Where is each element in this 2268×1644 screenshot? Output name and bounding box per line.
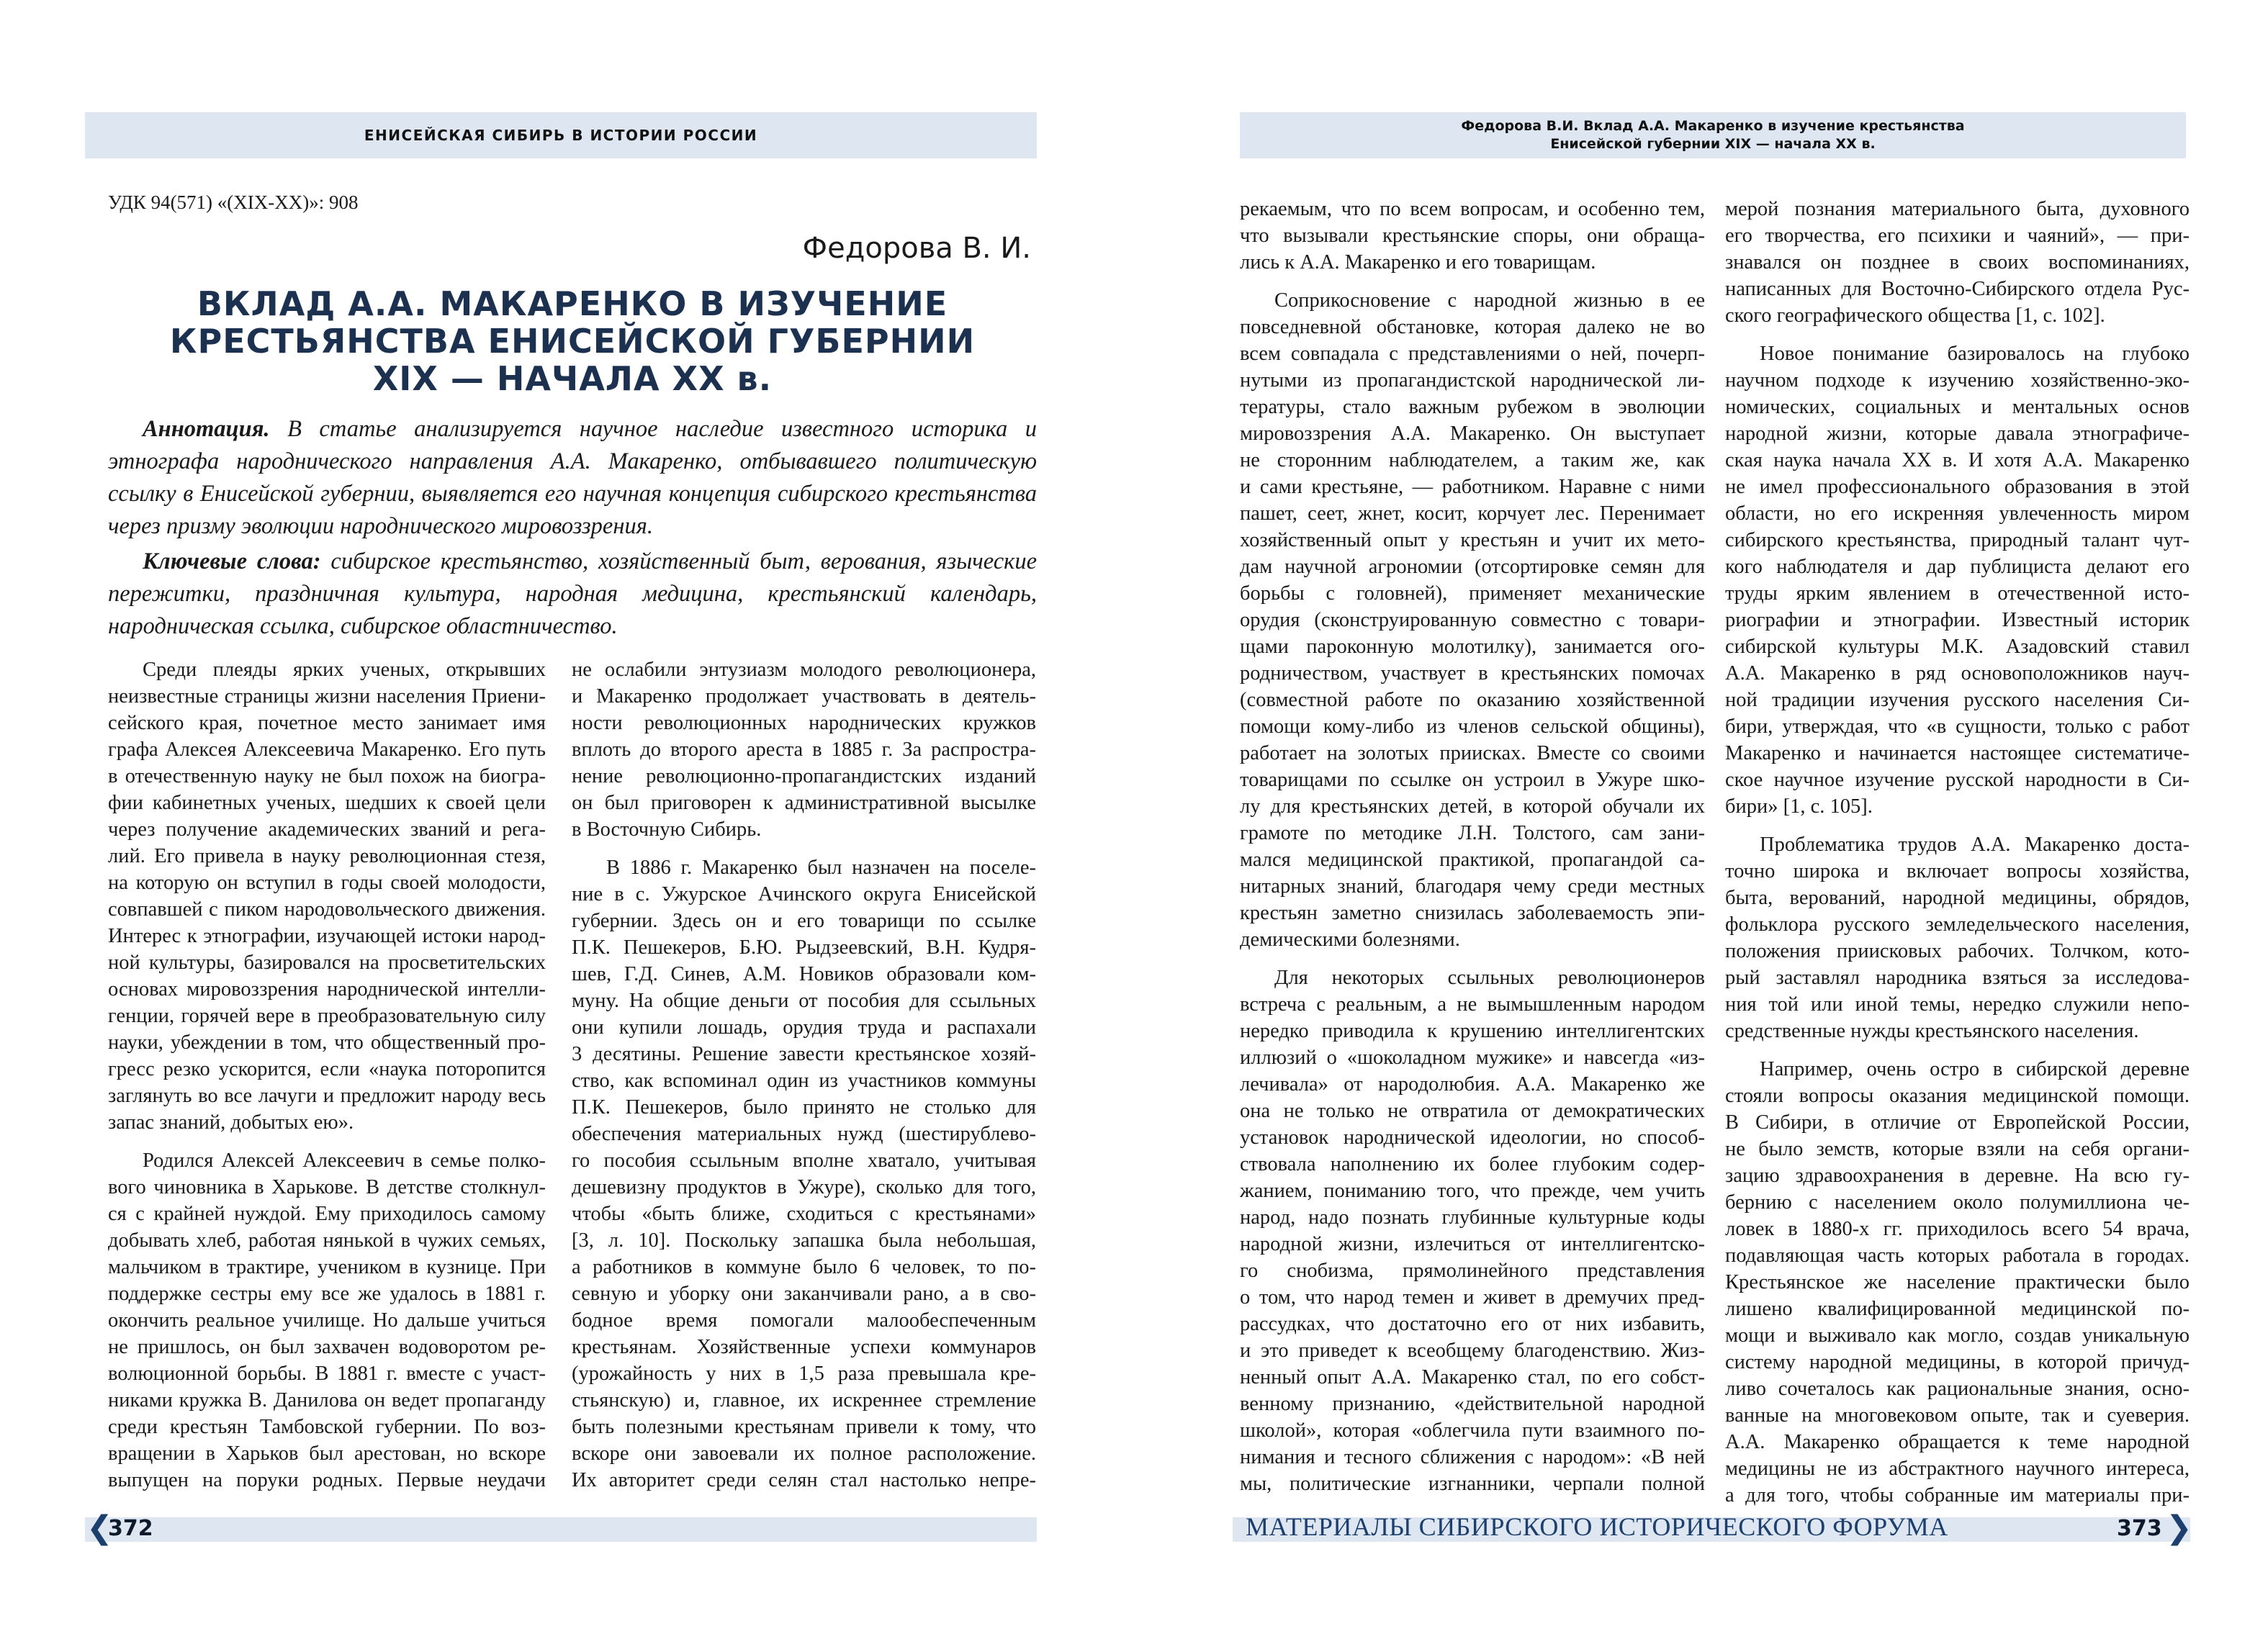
text-line: не пришлось, он был захвачен водоворотом ре-: [108, 1336, 546, 1358]
text-line: графа Алексея Алексеевича Макаренко. Его путь: [108, 739, 546, 761]
text-line: А.А. Макаренко в ряд основоположников науч-: [1725, 662, 2190, 685]
text-line: области, но его искренняя увлеченность миром: [1725, 502, 2190, 525]
text-line: демическими болезнями.: [1240, 929, 1460, 951]
text-line: ливо сочеталось как рациональные знания, осно-: [1725, 1378, 2190, 1400]
text-line: мался медицинской практикой, пропагандой са-: [1240, 849, 1705, 871]
keywords-label: Ключевые слова:: [143, 548, 321, 574]
text-line: шев, Г.Д. Синев, А.М. Новиков образовали ком-: [572, 963, 1036, 985]
text-line: стьянскую) и, главное, их искреннее стремление: [572, 1389, 1036, 1412]
text-line: вплоть до второго ареста в 1885 г. За распростра-: [572, 739, 1036, 761]
text-line: Родился Алексей Алексеевич в семье полко-: [143, 1150, 546, 1172]
text-line: [3, л. 10]. Поскольку запашка была небольшая,: [572, 1229, 1036, 1252]
text-line: обеспечения материальных нужд (шестирублево-: [572, 1123, 1036, 1145]
text-line: венному признанию, «действительной народной: [1240, 1393, 1705, 1415]
text-line: народной жизни, излечиться от интеллигентско-: [1240, 1233, 1705, 1255]
text-line: бодное время помогали малообеспеченным: [572, 1309, 1036, 1332]
text-line: что вызывали крестьянские споры, они обраща-: [1240, 225, 1705, 247]
text-line: работает на золотых приисках. Вместе со своими: [1240, 742, 1705, 764]
text-line: в Восточную Сибирь.: [572, 818, 762, 841]
text-line: труды ярким явлением в отечественной исто-: [1725, 582, 2190, 605]
text-line: П.К. Пешекеров, Б.Ю. Рыдзеевский, В.Н. Кудря-: [572, 936, 1036, 959]
text-line: ной культуры, базировался на просветительских: [108, 952, 546, 974]
text-line: ности революционных народнических кружков: [572, 712, 1036, 734]
text-line: помощи кому-либо из членов сельской общины),: [1240, 715, 1705, 738]
keywords: [108, 546, 1037, 643]
title-line: ВКЛАД А.А. МАКАРЕНКО В ИЗУЧЕНИЕ: [197, 284, 948, 323]
text-line: мощи и выживало как могло, создав уникальную: [1725, 1324, 2190, 1347]
text-line: ская наука начала XX в. И хотя А.А. Макаренко: [1725, 449, 2190, 471]
text-line: В Сибири, в отличие от Европейской России,: [1725, 1111, 2190, 1134]
text-line: лечивала» от народолюбия. А.А. Макаренко же: [1240, 1073, 1705, 1096]
text-line: щами пароконную молотилку), занимается ого-: [1240, 636, 1705, 658]
text-line: лий. Его привела в науку революционная стезя,: [108, 845, 546, 867]
text-line: А.А. Макаренко обращается к теме народной: [1725, 1431, 2190, 1453]
text-line: неизвестные страницы жизни населения Приени-: [108, 685, 546, 708]
text-line: не имел профессионального образования в этой: [1725, 476, 2190, 498]
text-line: ствовала наполнению их более глубоким содер-: [1240, 1153, 1705, 1175]
text-line: а для того, чтобы собранные им материалы при-: [1725, 1484, 2190, 1507]
text-line: Соприкосновение с народной жизнью в ее: [1274, 289, 1705, 312]
text-line: систему народной медицины, в которой причуд-: [1725, 1351, 2190, 1373]
text-line: повседневной обстановке, которая далеко не во: [1240, 316, 1705, 338]
text-line: волюционной борьбы. В 1881 г. вместе с участ-: [108, 1363, 546, 1385]
text-line: дешевизну продуктов в Ужуре), сколько для того,: [572, 1176, 1036, 1198]
text-line: не было земств, которые взяли на себя органи-: [1725, 1138, 2190, 1160]
text-line: (совместной работе по оказанию хозяйственной: [1240, 689, 1705, 711]
abstract-text: В статье анализируется научное наследие известного историка и этнографа народнического направления А.А. Макаренко, отбывавшего политическую ссылку в Енисейской губернии, выявляется его научная концепция сибирского крестьянства через призму эволюции народнического мировоззрения.: [108, 416, 1037, 539]
text-line: Новое понимание базировалось на глубоко: [1760, 343, 2190, 365]
text-line: средственные нужды крестьянского населения.: [1725, 1020, 2139, 1042]
text-line: не сторонним наблюдателем, а таким же, как: [1240, 449, 1705, 471]
text-line: Для некоторых ссыльных революционеров: [1274, 967, 1705, 989]
text-line: заглянуть во все лачуги и предложит народу весь: [108, 1085, 546, 1107]
running-header-left: [85, 112, 1037, 158]
text-line: бири, утверждая, что «в сущности, только с работ: [1725, 715, 2190, 738]
text-line: не ослабили энтузиазм молодого революционера,: [572, 659, 1036, 681]
running-header-right-line2: Енисейской губернии XIX — начала XX в.: [1550, 136, 1876, 152]
text-line: фольклора русского земледельческого населения,: [1725, 913, 2190, 936]
text-line: встреча с реальным, а не вымышленным народом: [1240, 993, 1705, 1016]
abstract-label: Аннотация.: [143, 416, 270, 442]
title-line: XIX — НАЧАЛА XX в.: [372, 359, 773, 398]
text-line: ского географического общества [1, с. 102].: [1725, 304, 2105, 327]
article-title: [108, 285, 1037, 397]
text-line: крестьянам. Хозяйственные успехи коммунаров: [572, 1336, 1036, 1358]
text-line: на которую он вступил в годы своей молодости,: [108, 872, 546, 894]
text-line: вого чиновника в Харькове. В детстве столкнул-: [108, 1176, 546, 1198]
text-line: ся с крайней нуждой. Ему приходилось самому: [108, 1203, 546, 1225]
text-line: генции, горячей вере в преобразовательную силу: [108, 1005, 546, 1027]
page-number-right: 373: [2117, 1516, 2162, 1541]
running-header-right-line1: Федорова В.И. Вклад А.А. Макаренко в изучение крестьянства: [1461, 118, 1965, 134]
text-line: нимания и тесного сближения с народом»: «В ней: [1240, 1446, 1705, 1468]
text-line: хозяйственный опыт у крестьян и учит их мето-: [1240, 529, 1705, 551]
text-line: стояли вопросы оказания медицинской помощи.: [1725, 1085, 2190, 1107]
text-line: мальчиком в трактире, учеником в кузнице. При: [108, 1256, 546, 1278]
text-line: окончить реальное училище. Но дальше учиться: [108, 1309, 546, 1332]
body-column-2: [572, 656, 1036, 1494]
text-line: в отечественную науку не был похож на биогра-: [108, 765, 546, 787]
text-line: муну. На общие деньги от пособия для ссыльных: [572, 990, 1036, 1012]
text-line: а работников в коммуне было 6 человек, то по-: [572, 1256, 1036, 1278]
title-line: КРЕСТЬЯНСТВА ЕНИСЕЙСКОЙ ГУБЕРНИИ: [169, 322, 976, 361]
udk-code: УДК 94(571) «(XIX-XX)»: 908: [108, 191, 359, 213]
text-line: севную и уборку они заканчивали рано, а в сво-: [572, 1283, 1036, 1305]
text-line: Крестьянское же население практически было: [1725, 1271, 2190, 1293]
text-line: 3 десятины. Решение завести крестьянское хозяй-: [572, 1043, 1036, 1065]
text-line: никами кружка В. Данилова он ведет пропаганду: [108, 1389, 546, 1412]
running-header-left-text: ЕНИСЕЙСКАЯ СИБИРЬ В ИСТОРИИ РОССИИ: [364, 127, 758, 144]
body-column-1: [108, 656, 546, 1494]
text-line: научном подходе к изучению хозяйственно-эко-: [1725, 369, 2190, 392]
text-line: крестьян заметно снизилась заболеваемость эпи-: [1240, 902, 1705, 924]
text-line: его творчества, его психики и чаяний», — при-: [1725, 225, 2190, 247]
text-line: медицины не из абстрактного научного интереса,: [1725, 1458, 2190, 1480]
text-line: иллюзий о «шоколадном мужике» и навсегда «из-: [1240, 1047, 1705, 1069]
page-number-left: 372: [108, 1516, 153, 1541]
text-line: подавляющая часть которых работала в городах.: [1725, 1245, 2190, 1267]
text-line: бернию с населением около полумиллиона че-: [1725, 1191, 2190, 1214]
text-line: кого наблюдателя и дар публициста делают его: [1725, 556, 2190, 578]
footer-band-left: [85, 1517, 1037, 1542]
text-line: нутыми из пропагандистской народнической ли-: [1240, 369, 1705, 392]
text-line: риографии и этнографии. Известный историк: [1725, 609, 2190, 631]
text-line: ния той или иной темы, нередко служили непо-: [1725, 993, 2190, 1016]
text-line: тературы, стало важным рубежом в эволюции: [1240, 396, 1705, 418]
text-line: совпавшей с пиком народовольческого движения.: [108, 898, 546, 921]
text-line: мы, политические изгнанники, черпали полной: [1240, 1473, 1705, 1495]
text-line: ненный опыт А.А. Макаренко стал, по его собст-: [1240, 1366, 1705, 1388]
text-line: го снобизма, прямолинейного представления: [1240, 1260, 1705, 1282]
text-line: губернии. Здесь он и его товарищи по ссылке: [572, 910, 1036, 932]
text-line: вращении в Харьков был арестован, но вскоре: [108, 1442, 546, 1465]
text-line: рый заставлял народника взяться за исследова-: [1725, 967, 2190, 989]
text-line: Их авторитет среди селян стал настолько непре-: [572, 1469, 1036, 1491]
text-line: она не только не отвратила от демократических: [1240, 1100, 1705, 1122]
text-line: всем совпадала с представлениями о ней, почерп-: [1240, 343, 1705, 365]
text-line: мировоззрения А.А. Макаренко. Он выступает: [1240, 423, 1705, 445]
text-line: народной жизни, которые давала этнографиче-: [1725, 423, 2190, 445]
text-line: Проблематика трудов А.А. Макаренко доста-: [1760, 834, 2190, 856]
text-line: нередко приводила к крушению интеллигентских: [1240, 1020, 1705, 1042]
text-line: бири» [1, с. 105].: [1725, 795, 1873, 818]
text-line: быта, верований, народной медицины, обрядов,: [1725, 887, 2190, 909]
text-line: родничеством, участвует в крестьянских помочах: [1240, 662, 1705, 685]
text-line: и Макаренко продолжает участвовать в деятель-: [572, 685, 1036, 708]
text-line: лишено квалифицированной медицинской по-: [1725, 1298, 2190, 1320]
text-line: запас знаний, добытых ею».: [108, 1111, 354, 1134]
text-line: чтобы «быть ближе, сходиться с крестьянами»: [572, 1203, 1036, 1225]
text-line: го пособия ссыльным вполне хватало, учитывая: [572, 1150, 1036, 1172]
text-line: вскоре они завоевали их полное расположение.: [572, 1442, 1036, 1465]
text-line: ной традиции изучения русского населения Си-: [1725, 689, 2190, 711]
text-line: среди крестьян Тамбовской губернии. По воз-: [108, 1416, 546, 1438]
running-header-right: [1240, 112, 2186, 158]
text-line: народ, надо познать глубинные культурные коды: [1240, 1206, 1705, 1229]
text-line: науки, убеждении в том, что общественный про-: [108, 1031, 546, 1054]
text-line: Среди плеяды ярких ученых, открывших: [143, 659, 546, 681]
text-line: о том, что народ темен и живет в дремучих пред-: [1240, 1286, 1705, 1309]
text-line: жанием, пониманию того, что прежде, чем учить: [1240, 1180, 1705, 1202]
text-line: ское научное изучение русской народности в Си-: [1725, 769, 2190, 791]
text-line: поддержке сестры ему все же удалось в 1881 г.: [108, 1283, 546, 1305]
text-line: нитарных знаний, благодаря чему среди местных: [1240, 875, 1705, 898]
text-line: фии кабинетных ученых, шедших к своей цели: [108, 792, 546, 814]
text-line: грамоте по методике Л.Н. Толстого, сам зани-: [1240, 822, 1705, 844]
text-line: Например, очень остро в сибирской деревне: [1760, 1058, 2190, 1080]
text-line: борьбы с головней), применяет механические: [1240, 582, 1705, 605]
text-line: установок народнической идеологии, но способ-: [1240, 1126, 1705, 1149]
text-line: орудия (сконструированную совместно с товари-: [1240, 609, 1705, 631]
body-column-4: [1725, 196, 2190, 1509]
text-line: товарищами по ссылке он устроил в Ужуре шко-: [1240, 769, 1705, 791]
text-line: рассудках, что достаточно его от них избавить,: [1240, 1313, 1705, 1335]
text-line: зацию здравоохранения в деревне. На всю гу-: [1725, 1165, 2190, 1187]
text-line: знавался он позднее в своих воспоминаниях,: [1725, 251, 2190, 274]
text-line: ство, как вспоминал один из участников коммуны: [572, 1070, 1036, 1092]
keywords-text: сибирское крестьянство, хозяйственный быт, верования, языческие пережитки, праздничная культура, народная медицина, крестьянский календарь, народническая ссылка, сибирское областничество.: [108, 548, 1038, 639]
text-line: рекаемым, что по всем вопросам, и особенно тем,: [1240, 198, 1705, 220]
chevron-right-icon: ❯: [2166, 1509, 2192, 1546]
text-line: основах мировоззрения народнической интелли-: [108, 978, 546, 1001]
text-line: (урожайность у них в 1,5 раза превышала кре-: [572, 1363, 1036, 1385]
text-line: мерой познания материального быта, духовного: [1725, 198, 2190, 220]
text-line: Макаренко и начинается настоящее систематиче-: [1725, 742, 2190, 764]
text-line: точно широка и включает вопросы хозяйства,: [1725, 860, 2190, 882]
text-line: быть полезными крестьянам привели к тому, что: [572, 1416, 1036, 1438]
text-line: ванные на многовековом опыте, так и суеверия.: [1725, 1404, 2190, 1427]
text-line: пашет, сеет, жнет, косит, корчует лес. Перенимает: [1240, 502, 1705, 525]
text-line: написанных для Восточно-Сибирского отдела Рус-: [1725, 278, 2190, 300]
text-line: сибирской культуры М.К. Азадовский ставил: [1725, 636, 2190, 658]
chevron-left-icon: ❮: [86, 1509, 113, 1546]
text-line: школой», которая «облегчила пути взаимного по-: [1240, 1419, 1705, 1442]
abstract: [108, 413, 1037, 543]
text-line: сибирского крестьянства, природный талант чут-: [1725, 529, 2190, 551]
text-line: лись к А.А. Макаренко и его товарищам.: [1240, 251, 1596, 274]
text-line: и сами крестьяне, — работником. Наравне с ними: [1240, 476, 1705, 498]
text-line: П.К. Пешекеров, было принято не столько для: [572, 1096, 1036, 1119]
text-line: они купили лошадь, орудия труда и распахали: [572, 1016, 1036, 1039]
body-column-3: [1240, 196, 1705, 1497]
text-line: через получение академических званий и рега-: [108, 818, 546, 841]
text-line: Интерес к этнографии, изучающей истоки народ-: [108, 925, 546, 947]
text-line: лу для крестьянских детей, в которой обучали их: [1240, 795, 1705, 818]
text-line: и это приведет к всеобщему благоденствию. Жиз-: [1240, 1340, 1705, 1362]
text-line: ловек в 1880-х гг. приходилось всего 54 врача,: [1725, 1218, 2190, 1240]
text-line: положения приисковых рабочих. Толчком, кото-: [1725, 940, 2190, 962]
text-line: гресс резко ускорится, если «наука поторопится: [108, 1058, 546, 1080]
text-line: номических, социальных и ментальных основ: [1725, 396, 2190, 418]
text-line: ние в с. Ужурское Ачинского округа Енисейской: [572, 883, 1036, 905]
text-line: он был приговорен к административной высылке: [572, 792, 1036, 814]
text-line: добывать хлеб, работая нянькой в чужих семьях,: [108, 1229, 546, 1252]
text-line: сейского края, почетное место занимает имя: [108, 712, 546, 734]
journal-footer-title: МАТЕРИАЛЫ СИБИРСКОГО ИСТОРИЧЕСКОГО ФОРУМА: [1246, 1512, 1948, 1541]
text-line: нение революционно-пропагандистских изданий: [572, 765, 1036, 787]
text-line: выпущен на поруки родных. Первые неудачи: [108, 1469, 546, 1491]
text-line: В 1886 г. Макаренко был назначен на поселе-: [606, 857, 1036, 879]
article-author: Федорова В. И.: [802, 232, 1031, 265]
text-line: дам научной агрономии (отсортировке семян для: [1240, 556, 1705, 578]
